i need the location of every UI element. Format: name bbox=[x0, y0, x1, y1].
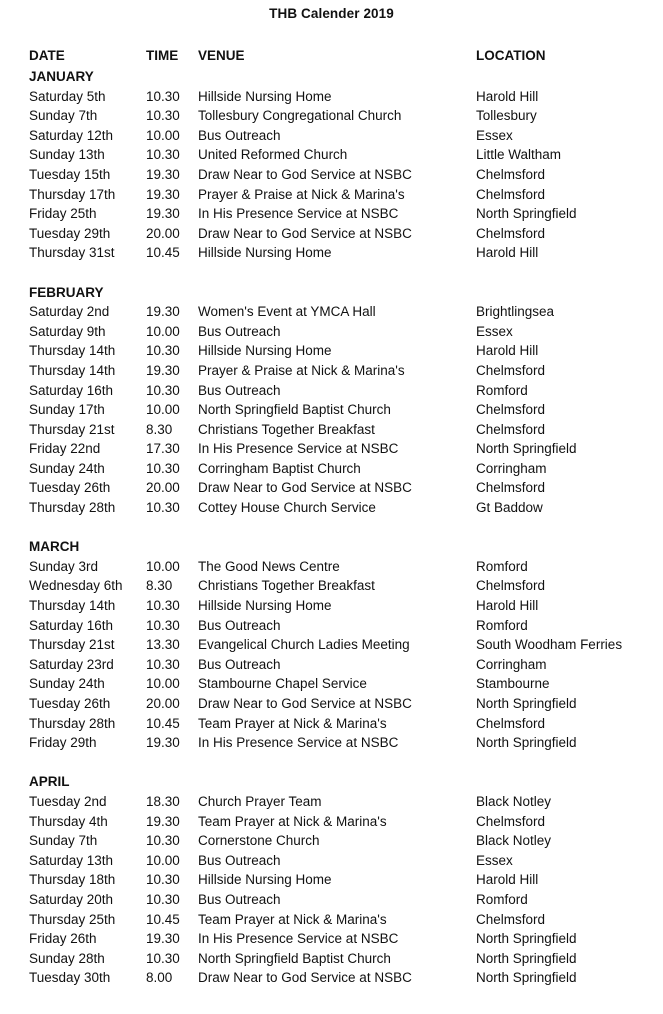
event-row bbox=[0, 929, 663, 949]
event-date: Thursday 14th bbox=[29, 598, 116, 614]
event-time: 19.30 bbox=[146, 735, 180, 751]
header-date: DATE bbox=[29, 48, 65, 63]
event-location: Romford bbox=[476, 891, 528, 907]
event-row bbox=[0, 341, 663, 361]
event-row bbox=[0, 576, 663, 596]
event-time: 10.30 bbox=[146, 833, 180, 849]
event-venue: Cottey House Church Service bbox=[198, 500, 376, 516]
event-row bbox=[0, 694, 663, 714]
event-location: Corringham bbox=[476, 656, 547, 672]
event-time: 10.45 bbox=[146, 911, 180, 927]
event-venue: North Springfield Baptist Church bbox=[198, 950, 391, 966]
event-date: Tuesday 29th bbox=[29, 225, 111, 241]
event-date: Friday 25th bbox=[29, 206, 97, 222]
event-venue: Hillside Nursing Home bbox=[198, 245, 332, 261]
event-location: Brightlingsea bbox=[476, 304, 555, 320]
event-location: Essex bbox=[476, 852, 513, 868]
event-row bbox=[0, 381, 663, 401]
event-row bbox=[0, 478, 663, 498]
event-location: Corringham bbox=[476, 460, 547, 476]
event-row bbox=[0, 616, 663, 636]
event-venue: Hillside Nursing Home bbox=[198, 88, 332, 104]
event-row bbox=[0, 812, 663, 832]
event-time: 19.30 bbox=[146, 186, 180, 202]
event-date: Tuesday 26th bbox=[29, 480, 111, 496]
event-location: Harold Hill bbox=[476, 343, 539, 359]
event-location: Essex bbox=[476, 323, 513, 339]
event-time: 10.00 bbox=[146, 402, 180, 418]
event-location: North Springfield bbox=[476, 931, 577, 947]
event-date: Saturday 9th bbox=[29, 323, 106, 339]
event-time: 19.30 bbox=[146, 813, 180, 829]
event-location: Chelmsford bbox=[476, 480, 546, 496]
event-location: Stambourne bbox=[476, 676, 550, 692]
event-date: Sunday 24th bbox=[29, 676, 105, 692]
event-venue: In His Presence Service at NSBC bbox=[198, 206, 399, 222]
event-venue: Draw Near to God Service at NSBC bbox=[198, 970, 412, 986]
event-venue: Prayer & Praise at Nick & Marina's bbox=[198, 186, 405, 202]
section-spacer bbox=[0, 263, 663, 283]
event-location: Chelmsford bbox=[476, 911, 546, 927]
event-date: Thursday 28th bbox=[29, 715, 116, 731]
event-venue: Prayer & Praise at Nick & Marina's bbox=[198, 362, 405, 378]
event-date: Thursday 25th bbox=[29, 911, 116, 927]
event-date: Saturday 16th bbox=[29, 382, 114, 398]
event-date: Thursday 14th bbox=[29, 343, 116, 359]
event-time: 8.30 bbox=[146, 421, 173, 437]
event-row bbox=[0, 949, 663, 969]
month-heading: JANUARY bbox=[29, 69, 94, 84]
event-venue: Hillside Nursing Home bbox=[198, 343, 332, 359]
event-location: Harold Hill bbox=[476, 245, 539, 261]
event-date: Sunday 24th bbox=[29, 460, 105, 476]
event-venue: Christians Together Breakfast bbox=[198, 578, 375, 594]
event-time: 10.00 bbox=[146, 852, 180, 868]
event-time: 10.30 bbox=[146, 88, 180, 104]
event-time: 10.30 bbox=[146, 617, 180, 633]
event-location: Romford bbox=[476, 617, 528, 633]
event-location: Little Waltham bbox=[476, 147, 562, 163]
event-row bbox=[0, 439, 663, 459]
event-location: North Springfield bbox=[476, 950, 577, 966]
event-time: 10.45 bbox=[146, 715, 180, 731]
event-row bbox=[0, 910, 663, 930]
event-time: 10.30 bbox=[146, 891, 180, 907]
event-venue: Corringham Baptist Church bbox=[198, 460, 361, 476]
event-row bbox=[0, 145, 663, 165]
event-time: 19.30 bbox=[146, 931, 180, 947]
event-time: 20.00 bbox=[146, 696, 180, 711]
event-location: Harold Hill bbox=[476, 872, 539, 888]
event-venue: Team Prayer at Nick & Marina's bbox=[198, 911, 387, 927]
event-venue: Church Prayer Team bbox=[198, 793, 322, 809]
event-date: Sunday 13th bbox=[29, 147, 105, 163]
event-location: North Springfield bbox=[476, 735, 577, 751]
event-location: North Springfield bbox=[476, 696, 577, 711]
event-venue: Tollesbury Congregational Church bbox=[198, 108, 402, 124]
event-date: Thursday 21st bbox=[29, 637, 115, 653]
event-venue: Bus Outreach bbox=[198, 852, 281, 868]
event-row bbox=[0, 968, 663, 988]
event-venue: North Springfield Baptist Church bbox=[198, 402, 391, 418]
event-date: Friday 29th bbox=[29, 735, 97, 751]
event-venue: Bus Outreach bbox=[198, 617, 281, 633]
event-row bbox=[0, 165, 663, 185]
event-date: Tuesday 2nd bbox=[29, 793, 107, 809]
event-row bbox=[0, 204, 663, 224]
event-location: North Springfield bbox=[476, 206, 577, 222]
event-row bbox=[0, 106, 663, 126]
event-venue: Hillside Nursing Home bbox=[198, 872, 332, 888]
event-location: North Springfield bbox=[476, 970, 577, 986]
event-date: Tuesday 30th bbox=[29, 970, 111, 986]
event-time: 10.30 bbox=[146, 598, 180, 614]
event-venue: United Reformed Church bbox=[198, 147, 348, 163]
event-location: Chelmsford bbox=[476, 225, 546, 241]
event-date: Sunday 17th bbox=[29, 402, 105, 418]
month-heading: MARCH bbox=[29, 539, 80, 555]
month-section bbox=[0, 67, 663, 283]
event-row bbox=[0, 870, 663, 890]
event-date: Tuesday 26th bbox=[29, 696, 111, 711]
header-venue: VENUE bbox=[198, 48, 245, 63]
event-date: Tuesday 15th bbox=[29, 166, 111, 182]
event-row bbox=[0, 498, 663, 518]
event-row bbox=[0, 792, 663, 812]
event-date: Sunday 7th bbox=[29, 108, 98, 124]
event-row bbox=[0, 361, 663, 381]
event-date: Wednesday 6th bbox=[29, 578, 123, 594]
event-date: Sunday 7th bbox=[29, 833, 98, 849]
document-title: THB Calender 2019 bbox=[269, 6, 394, 21]
event-location: Chelmsford bbox=[476, 813, 546, 829]
event-location: South Woodham Ferries bbox=[476, 637, 623, 653]
event-row bbox=[0, 557, 663, 577]
header-time: TIME bbox=[146, 48, 179, 63]
event-location: Harold Hill bbox=[476, 88, 539, 104]
event-location: Harold Hill bbox=[476, 598, 539, 614]
event-venue: Bus Outreach bbox=[198, 891, 281, 907]
calendar-listing bbox=[0, 67, 663, 988]
event-time: 10.30 bbox=[146, 343, 180, 359]
event-row bbox=[0, 243, 663, 263]
event-time: 10.45 bbox=[146, 245, 180, 261]
event-date: Saturday 13th bbox=[29, 852, 114, 868]
event-location: Essex bbox=[476, 127, 513, 143]
event-date: Sunday 28th bbox=[29, 950, 105, 966]
event-row bbox=[0, 851, 663, 871]
event-venue: Evangelical Church Ladies Meeting bbox=[198, 637, 410, 653]
event-row bbox=[0, 400, 663, 420]
header-location: LOCATION bbox=[476, 48, 546, 63]
month-section bbox=[0, 283, 663, 538]
event-date: Thursday 28th bbox=[29, 500, 116, 516]
month-heading: FEBRUARY bbox=[29, 284, 104, 300]
event-date: Friday 26th bbox=[29, 931, 97, 947]
event-time: 10.30 bbox=[146, 108, 180, 124]
event-time: 20.00 bbox=[146, 480, 180, 496]
event-date: Saturday 5th bbox=[29, 88, 106, 104]
event-venue: Women's Event at YMCA Hall bbox=[198, 304, 376, 320]
event-location: Chelmsford bbox=[476, 362, 546, 378]
event-row bbox=[0, 733, 663, 753]
event-row bbox=[0, 420, 663, 440]
event-time: 13.30 bbox=[146, 637, 180, 653]
event-date: Thursday 31st bbox=[29, 245, 115, 261]
event-time: 19.30 bbox=[146, 304, 180, 320]
section-spacer bbox=[0, 753, 663, 773]
event-venue: Stambourne Chapel Service bbox=[198, 676, 367, 692]
event-date: Sunday 3rd bbox=[29, 558, 99, 574]
event-row bbox=[0, 87, 663, 107]
event-location: Chelmsford bbox=[476, 166, 546, 182]
month-section bbox=[0, 537, 663, 772]
event-time: 19.30 bbox=[146, 206, 180, 222]
event-location: Chelmsford bbox=[476, 715, 546, 731]
event-row bbox=[0, 224, 663, 244]
event-row bbox=[0, 655, 663, 675]
event-venue: Bus Outreach bbox=[198, 656, 281, 672]
event-time: 10.30 bbox=[146, 460, 180, 476]
event-time: 10.30 bbox=[146, 656, 180, 672]
event-location: Black Notley bbox=[476, 833, 552, 849]
event-venue: Draw Near to God Service at NSBC bbox=[198, 225, 412, 241]
event-location: Gt Baddow bbox=[476, 500, 543, 516]
event-date: Saturday 2nd bbox=[29, 304, 110, 320]
event-time: 10.00 bbox=[146, 127, 180, 143]
event-time: 19.30 bbox=[146, 166, 180, 182]
event-location: Chelmsford bbox=[476, 421, 546, 437]
event-time: 20.00 bbox=[146, 225, 180, 241]
event-date: Thursday 21st bbox=[29, 421, 115, 437]
event-time: 8.00 bbox=[146, 970, 173, 986]
event-location: North Springfield bbox=[476, 441, 577, 457]
event-venue: Bus Outreach bbox=[198, 382, 281, 398]
event-time: 10.30 bbox=[146, 872, 180, 888]
event-row bbox=[0, 126, 663, 146]
event-venue: Cornerstone Church bbox=[198, 833, 320, 849]
month-heading: APRIL bbox=[29, 774, 70, 790]
event-venue: The Good News Centre bbox=[198, 558, 340, 574]
month-section bbox=[0, 772, 663, 988]
event-location: Tollesbury bbox=[476, 108, 537, 124]
event-time: 10.30 bbox=[146, 950, 180, 966]
event-row bbox=[0, 302, 663, 322]
section-spacer bbox=[0, 518, 663, 538]
event-time: 10.30 bbox=[146, 147, 180, 163]
event-venue: In His Presence Service at NSBC bbox=[198, 441, 399, 457]
event-location: Romford bbox=[476, 558, 528, 574]
column-headers bbox=[0, 48, 663, 68]
event-row bbox=[0, 674, 663, 694]
event-row bbox=[0, 635, 663, 655]
event-time: 19.30 bbox=[146, 362, 180, 378]
event-date: Saturday 23rd bbox=[29, 656, 114, 672]
event-venue: Team Prayer at Nick & Marina's bbox=[198, 715, 387, 731]
event-row bbox=[0, 596, 663, 616]
event-row bbox=[0, 714, 663, 734]
event-date: Saturday 20th bbox=[29, 891, 114, 907]
event-venue: In His Presence Service at NSBC bbox=[198, 735, 399, 751]
event-venue: Draw Near to God Service at NSBC bbox=[198, 696, 412, 711]
event-venue: Bus Outreach bbox=[198, 323, 281, 339]
event-location: Romford bbox=[476, 382, 528, 398]
event-row bbox=[0, 185, 663, 205]
event-row bbox=[0, 459, 663, 479]
event-time: 17.30 bbox=[146, 441, 180, 457]
event-date: Thursday 4th bbox=[29, 813, 108, 829]
event-venue: Team Prayer at Nick & Marina's bbox=[198, 813, 387, 829]
event-date: Saturday 16th bbox=[29, 617, 114, 633]
event-venue: Hillside Nursing Home bbox=[198, 598, 332, 614]
event-time: 10.00 bbox=[146, 558, 180, 574]
event-time: 10.30 bbox=[146, 382, 180, 398]
event-date: Thursday 17th bbox=[29, 186, 116, 202]
event-row bbox=[0, 322, 663, 342]
event-location: Chelmsford bbox=[476, 402, 546, 418]
event-time: 10.00 bbox=[146, 676, 180, 692]
event-date: Saturday 12th bbox=[29, 127, 114, 143]
event-row bbox=[0, 890, 663, 910]
event-time: 10.30 bbox=[146, 500, 180, 516]
event-location: Chelmsford bbox=[476, 186, 546, 202]
event-venue: Draw Near to God Service at NSBC bbox=[198, 480, 412, 496]
event-location: Black Notley bbox=[476, 793, 552, 809]
event-row bbox=[0, 831, 663, 851]
event-date: Thursday 14th bbox=[29, 362, 116, 378]
event-date: Thursday 18th bbox=[29, 872, 116, 888]
event-time: 8.30 bbox=[146, 578, 173, 594]
event-venue: In His Presence Service at NSBC bbox=[198, 931, 399, 947]
event-time: 10.00 bbox=[146, 323, 180, 339]
event-venue: Bus Outreach bbox=[198, 127, 281, 143]
event-venue: Christians Together Breakfast bbox=[198, 421, 375, 437]
event-venue: Draw Near to God Service at NSBC bbox=[198, 166, 412, 182]
event-time: 18.30 bbox=[146, 793, 180, 809]
event-date: Friday 22nd bbox=[29, 441, 101, 457]
event-location: Chelmsford bbox=[476, 578, 546, 594]
